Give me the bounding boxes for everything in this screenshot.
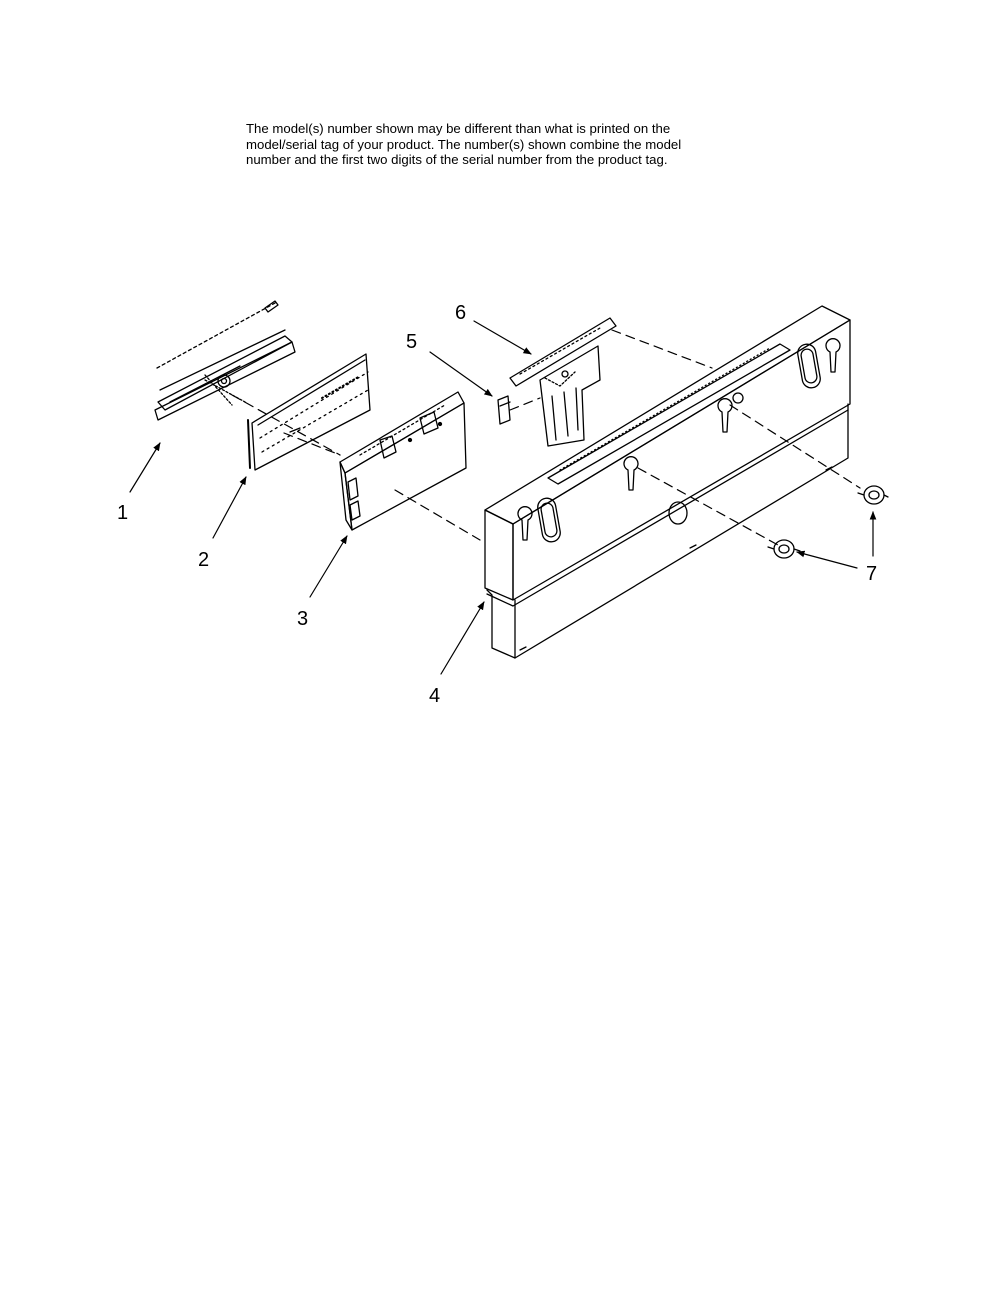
part-6-switch-assembly: [510, 318, 616, 446]
leader-5: [430, 352, 492, 396]
part-1-hinge-assembly: [155, 301, 295, 420]
callout-4: 4: [429, 685, 441, 707]
assembly-lines: [232, 330, 860, 545]
notice-line-1: The model(s) number shown may be different than what is printed on the: [246, 121, 671, 136]
callout-6: 6: [455, 302, 467, 324]
leader-3: [310, 536, 347, 597]
leader-4: [441, 602, 484, 674]
callout-7: 7: [866, 563, 878, 585]
notice-line-3: number and the first two digits of the serial number from the product tag.: [246, 152, 668, 167]
callout-1: 1: [117, 502, 129, 524]
callout-2: 2: [198, 549, 210, 571]
notice-line-2: model/serial tag of your product. The number(s) shown combine the model: [246, 136, 682, 152]
leader-6: [474, 321, 531, 354]
part-5-clip: [498, 396, 510, 424]
leader-7a: [797, 552, 857, 568]
part-3-control-housing: [340, 392, 466, 530]
part-2-control-board: [248, 354, 370, 470]
part-7-knobs: [768, 486, 888, 558]
leader-2: [213, 477, 246, 538]
leader-1: [130, 443, 160, 492]
callout-3: 3: [297, 608, 309, 630]
part-4-control-panel: [485, 306, 850, 658]
callout-5: 5: [406, 331, 418, 353]
